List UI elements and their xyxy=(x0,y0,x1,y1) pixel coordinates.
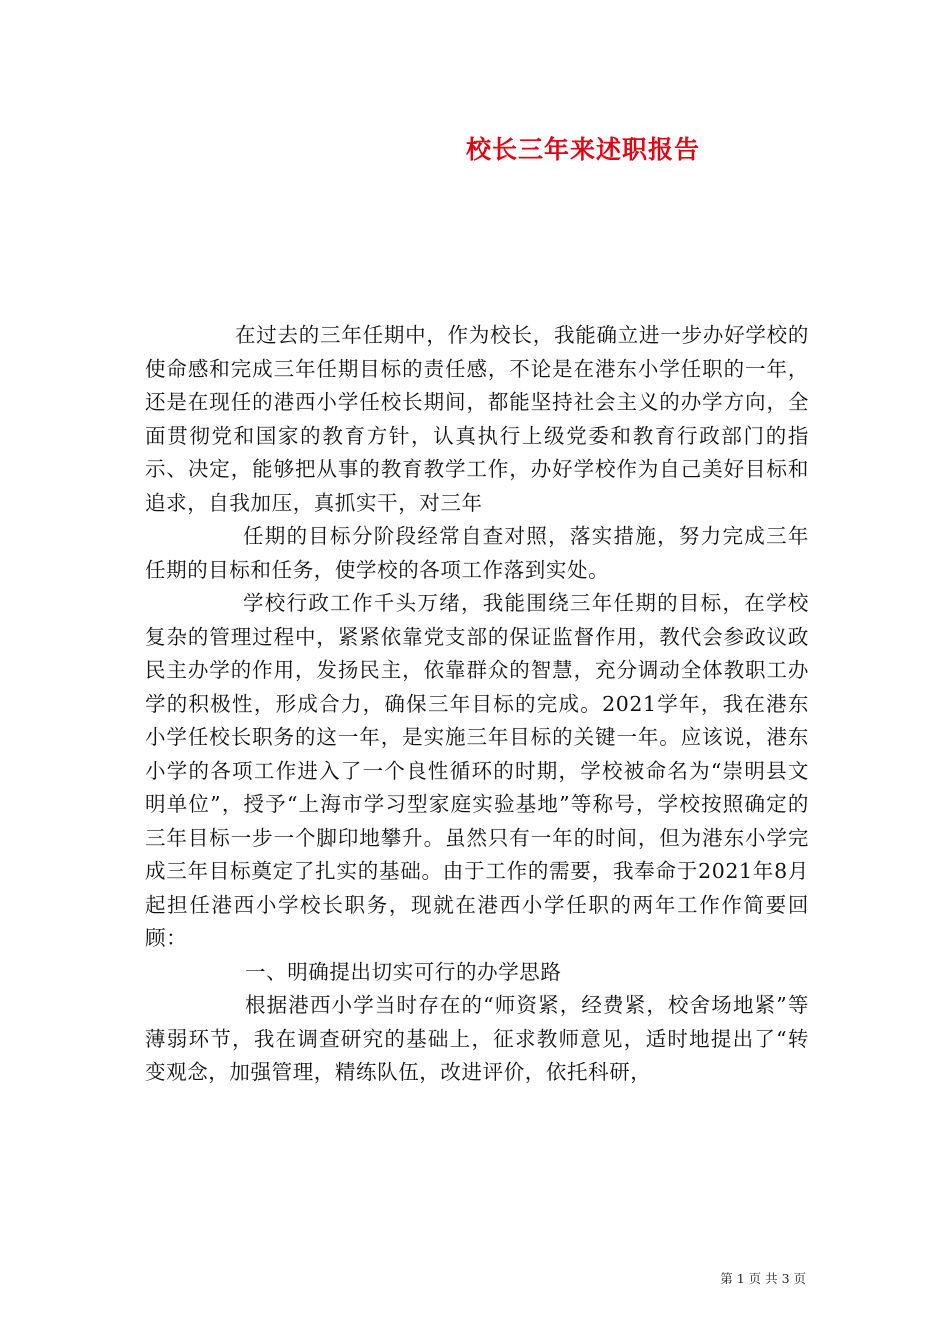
document-body xyxy=(145,319,809,1090)
paragraph-1: 在过去的三年任期中，作为校长，我能确立进一步办好学校的使命感和完成三年任期目标的责任感，不论是在港东小学任职的一年，还是在现任的港西小学任校长期间，都能坚持社会主义的办学方向，全面贯彻党和国家的教育方针，认真执行上级党委和教育行政部门的指示、决定，能够把从事的教育教学工作，办好学校作为自己美好目标和追求，自我加压，真抓实干，对三年 xyxy=(145,323,809,515)
document-title: 校长三年来述职报告 xyxy=(465,135,700,164)
paragraph-2: 任期的目标分阶段经常自查对照，落实措施，努力完成三年任期的目标和任务，使学校的各项工作落到实处。 xyxy=(145,524,809,582)
paragraph-3: 学校行政工作千头万绪，我能围绕三年任期的目标，在学校复杂的管理过程中，紧紧依靠党支部的保证监督作用，教代会参政议政民主办学的作用，发扬民主，依靠群众的智慧，充分调动全体教职工办学的积极性，形成合力，确保三年目标的完成。2021学年，我在港东小学任校长职务的这一年，是实施三年目标的关键一年。应该说，港东小学的各项工作进入了一个良性循环的时期，学校被命名为“崇明县文明单位”，授予“上海市学习型家庭实验基地”等称号，学校按照确定的三年目标一步一个脚印地攀升。虽然只有一年的时间，但为港东小学完成三年目标奠定了扎实的基础。由于工作的需要，我奉命于2021年8月起担任港西小学校长职务，现就在港西小学任职的两年工作作简要回顾： xyxy=(145,591,809,950)
page-footer: 第 1 页 共 3 页 xyxy=(720,1271,806,1286)
section-heading-1: 一、明确提出切实可行的办学思路 xyxy=(245,959,562,984)
paragraph-4: 根据港西小学当时存在的“师资紧，经费紧，校舍场地紧”等薄弱环节，我在调查研究的基础上，征求教师意见，适时地提出了“转变观念，加强管理，精练队伍，改进评价，依托科研， xyxy=(145,993,809,1084)
